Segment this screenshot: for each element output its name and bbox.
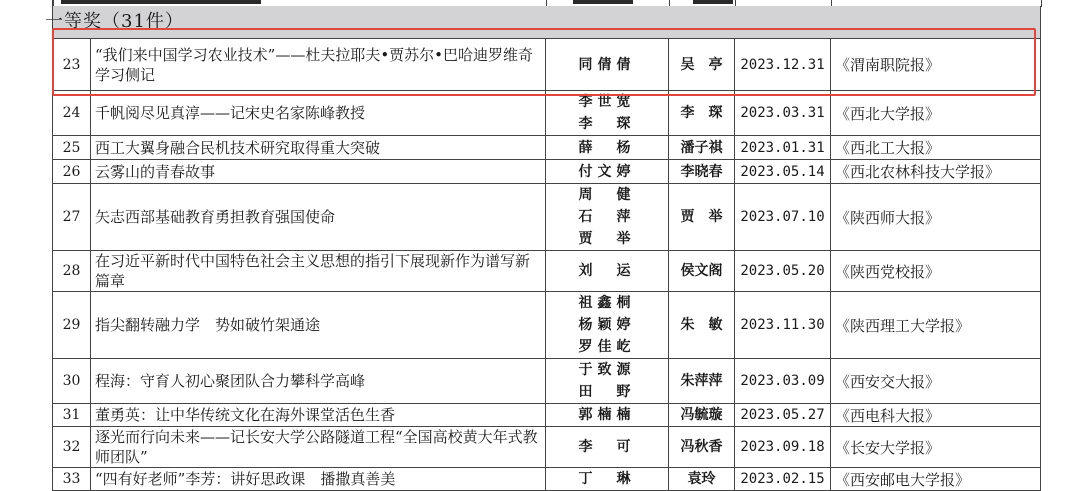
authors-cell [546, 251, 669, 292]
row-number: 32 [53, 427, 91, 468]
article-title: 矢志西部基础教育勇担教育强国使命 [91, 184, 546, 251]
publication-name: 《西电科大报》 [831, 404, 1041, 427]
publish-date: 2023.09.18 [735, 427, 831, 468]
section-title: 一等奖（31件） [45, 11, 184, 32]
editor-name: 李 琛 [669, 91, 735, 136]
author-name: 同倩倩 [578, 56, 636, 73]
editor-name: 朱萍萍 [669, 359, 735, 404]
author-name: 田 野 [578, 384, 636, 400]
author-name: 祖鑫桐 [578, 295, 636, 311]
table-row [53, 251, 1041, 292]
publication-name: 《陕西党校报》 [831, 251, 1041, 292]
author-name: 刘 运 [578, 263, 636, 279]
editor-name: 贾 举 [669, 184, 735, 251]
publication-name: 《西安交大报》 [831, 359, 1041, 404]
row-number: 24 [53, 91, 91, 136]
author-name: 石 萍 [578, 209, 636, 225]
table-row [53, 184, 1041, 251]
editor-name: 侯文阁 [669, 251, 735, 292]
row-number: 27 [53, 184, 91, 251]
authors-cell [546, 404, 669, 427]
editor-name: 李晓春 [669, 160, 735, 184]
table-row [53, 39, 1041, 91]
editor-name: 冯毓璇 [669, 404, 735, 427]
publish-date: 2023.03.09 [735, 359, 831, 404]
article-title: 指尖翻转融力学 势如破竹架通途 [91, 292, 546, 359]
article-title: 西工大翼身融合民机技术研究取得重大突破 [91, 136, 546, 160]
awards-table [52, 38, 1041, 491]
article-title: “四有好老师”李芳：讲好思政课 播撒真善美 [91, 468, 546, 491]
authors-cell [546, 160, 669, 184]
row-number: 26 [53, 160, 91, 184]
publication-name: 《西北大学报》 [831, 91, 1041, 136]
editor-name: 潘子祺 [669, 136, 735, 160]
authors-cell [546, 427, 669, 468]
publication-name: 《渭南职院报》 [831, 39, 1041, 91]
publication-name: 《西安邮电大学报》 [831, 468, 1041, 491]
publish-date: 2023.05.20 [735, 251, 831, 292]
author-name: 于致源 [578, 362, 636, 378]
author-name: 付文婷 [578, 163, 636, 180]
row-number: 31 [53, 404, 91, 427]
row-number: 25 [53, 136, 91, 160]
table-row [53, 468, 1041, 491]
publish-date: 2023.07.10 [735, 184, 831, 251]
author-name: 郭楠楠 [578, 407, 636, 423]
table-row [53, 160, 1041, 184]
authors-cell [546, 39, 669, 91]
publish-date: 2023.02.15 [735, 468, 831, 491]
author-name: 丁 琳 [578, 471, 636, 487]
authors-cell [546, 468, 669, 491]
publish-date: 2023.03.31 [735, 91, 831, 136]
publication-name: 《陕西理工大学报》 [831, 292, 1041, 359]
editor-name: 朱 敏 [669, 292, 735, 359]
authors-cell [546, 359, 669, 404]
author-name: 薛 杨 [578, 139, 636, 156]
editor-name: 吴 亭 [669, 39, 735, 91]
publication-name: 《长安大学报》 [831, 427, 1041, 468]
row-number: 29 [53, 292, 91, 359]
table-row [53, 359, 1041, 404]
author-name: 李世宽 [578, 94, 636, 110]
section-header [45, 6, 1041, 39]
publication-name: 《西北工大报》 [831, 136, 1041, 160]
table-row [53, 292, 1041, 359]
row-number: 28 [53, 251, 91, 292]
editor-name: 冯秋香 [669, 427, 735, 468]
publish-date: 2023.11.30 [735, 292, 831, 359]
publish-date: 2023.05.27 [735, 404, 831, 427]
publication-name: 《西北农林科技大学报》 [831, 160, 1041, 184]
table-row [53, 427, 1041, 468]
publish-date: 2023.05.14 [735, 160, 831, 184]
table-row [53, 136, 1041, 160]
authors-cell [546, 136, 669, 160]
row-number: 23 [53, 39, 91, 91]
table-row [53, 404, 1041, 427]
article-title: “我们来中国学习农业技术”——杜夫拉耶夫•贾苏尔•巴哈迪罗维奇学习侧记 [91, 39, 546, 91]
row-number: 30 [53, 359, 91, 404]
article-title: 逐光而行向未来——记长安大学公路隧道工程“全国高校黄大年式教师团队” [91, 427, 546, 468]
article-title: 千帆阅尽见真淳——记宋史名家陈峰教授 [91, 91, 546, 136]
author-name: 周 健 [578, 187, 636, 203]
authors-cell [546, 91, 669, 136]
publish-date: 2023.01.31 [735, 136, 831, 160]
article-title: 云雾山的青春故事 [91, 160, 546, 184]
publish-date: 2023.12.31 [735, 39, 831, 91]
table-row [53, 91, 1041, 136]
author-name: 李 琛 [578, 116, 636, 132]
author-name: 李 可 [578, 439, 636, 455]
row-number: 33 [53, 468, 91, 491]
author-name: 杨颖婷 [578, 317, 636, 333]
article-title: 在习近平新时代中国特色社会主义思想的指引下展现新作为谱写新篇章 [91, 251, 546, 292]
article-title: 程海：守育人初心聚团队合力攀科学高峰 [91, 359, 546, 404]
author-name: 罗佳屹 [578, 339, 636, 355]
editor-name: 袁玲 [669, 468, 735, 491]
article-title: 董勇英：让中华传统文化在海外课堂活色生香 [91, 404, 546, 427]
authors-cell [546, 184, 669, 251]
author-name: 贾 举 [578, 231, 636, 247]
publication-name: 《陕西师大报》 [831, 184, 1041, 251]
authors-cell [546, 292, 669, 359]
